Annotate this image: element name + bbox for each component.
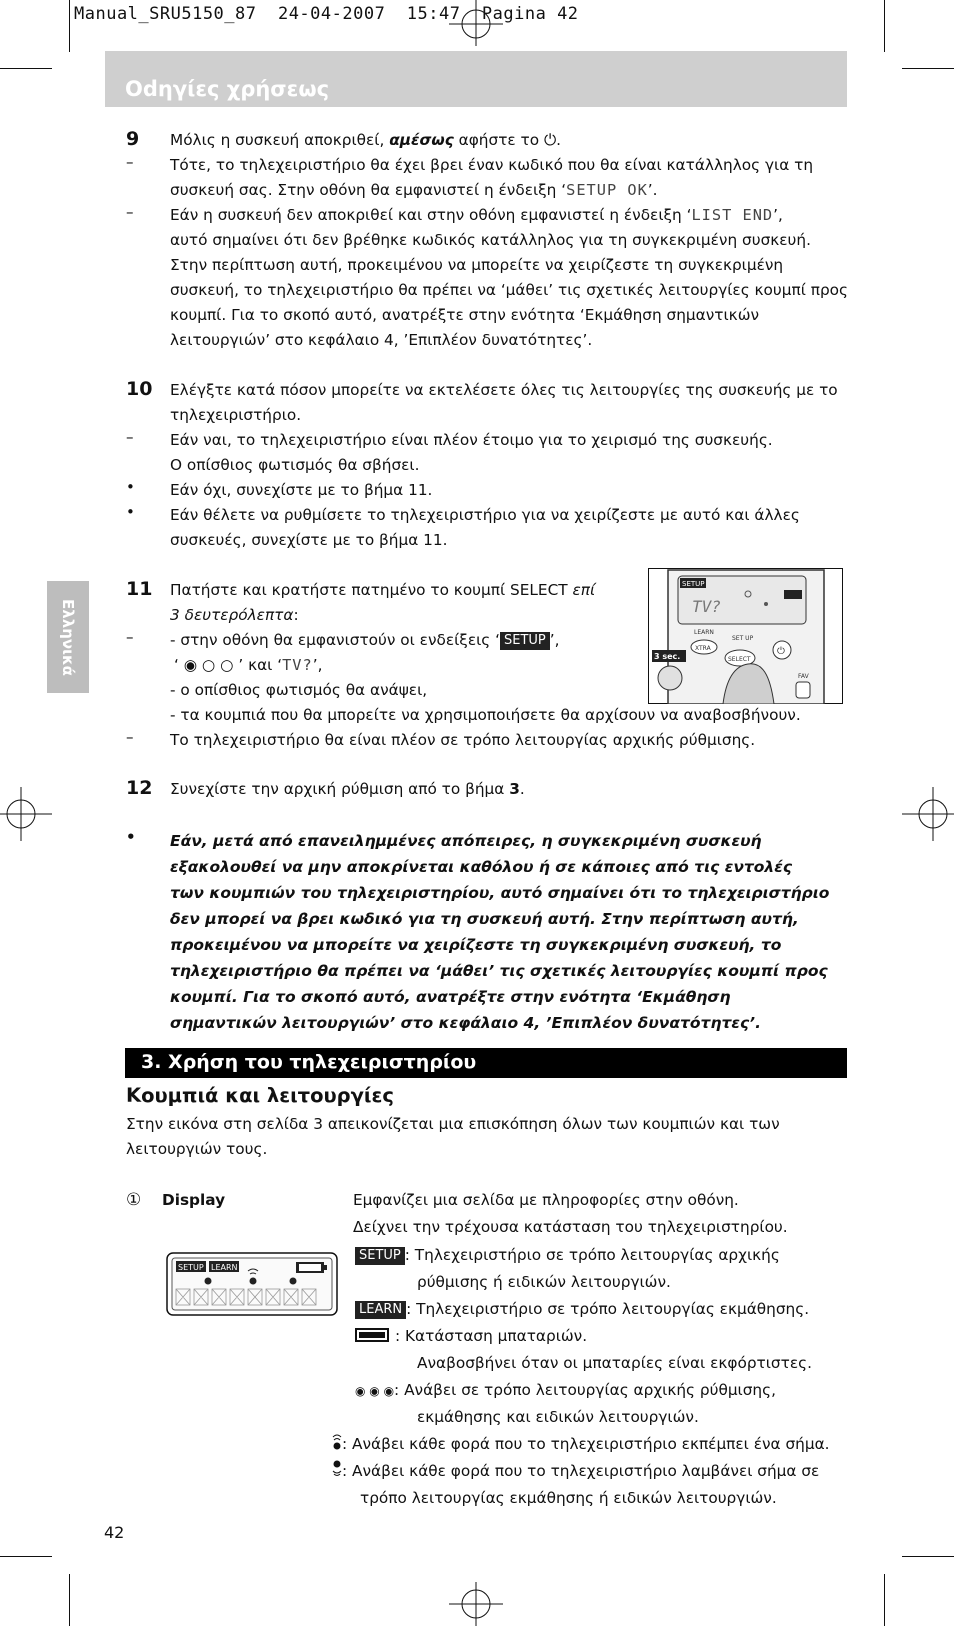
step9-text: Μόλις η συσκευή αποκριθεί, αμέσως αφήστε το ⏻. bbox=[170, 131, 561, 149]
step-number: 10 bbox=[126, 378, 153, 400]
setup-indicator: SETUP bbox=[355, 1247, 405, 1265]
step10-bullet: Εάν θέλετε να ρυθμίσετε το τηλεχειριστήριο για να χειρίζεστε με αυτό και άλλες bbox=[170, 506, 800, 524]
crop-mark bbox=[884, 1574, 885, 1626]
display-setup-row: SETUP : Τηλεχειριστήριο σε τρόπο λειτουργίας αρχικής bbox=[355, 1243, 780, 1268]
display-illustration bbox=[166, 1252, 338, 1316]
step9-detail: Εάν η συσκευή δεν αποκριθεί και στην οθόνη εμφανιστεί η ένδειξη ‘LIST END’, bbox=[170, 206, 783, 224]
step10-bullet: Εάν όχι, συνεχίστε με το βήμα 11. bbox=[170, 481, 433, 499]
crop-mark bbox=[69, 1574, 70, 1626]
warning-line: Εάν, μετά από επανειλημμένες απόπειρες, η συγκεκριμένη συσκευή bbox=[170, 832, 762, 850]
dash-mark: – bbox=[126, 628, 134, 646]
display-desc: Εμφανίζει μια σελίδα με πληροφορίες στην οθόνη. bbox=[353, 1191, 739, 1209]
step-number: 11 bbox=[126, 578, 153, 600]
display-rx-row: : Ανάβει κάθε φορά που το τηλεχειριστήριο λαμβάνει σήμα σε bbox=[332, 1459, 819, 1484]
crop-mark bbox=[884, 0, 885, 52]
warning-line: εξακολουθεί να μην αποκρίνεται καθόλου ή σε κάποιες από τις εντολές bbox=[170, 858, 793, 876]
step9-detail: λειτουργιών’ στο κεφάλαιο 4, ’Επιπλέον δυνατότητες’. bbox=[170, 331, 593, 349]
display-desc: Δείχνει την τρέχουσα κατάσταση του τηλεχειριστηρίου. bbox=[353, 1218, 788, 1236]
section-heading bbox=[125, 1048, 847, 1078]
step-number: 9 bbox=[126, 128, 140, 150]
display-rx-row: τρόπο λειτουργίας εκμάθησης ή ειδικών λειτουργιών. bbox=[360, 1489, 777, 1507]
warning-line: των κουμπιών του τηλεχειριστηρίου, αυτό σημαίνει ότι το τηλεχειριστήριο bbox=[170, 884, 830, 902]
setup-indicator: SETUP bbox=[500, 632, 550, 650]
step9-detail: συσκευή, το τηλεχειριστήριο θα πρέπει να ‘μάθει’ τις σχετικές λειτουργίες κουμπί προς bbox=[170, 281, 848, 299]
section-title: 3. Χρήση του τηλεχειριστηρίου bbox=[141, 1051, 477, 1073]
remote-fav-label: FAV bbox=[798, 673, 809, 680]
warning-line: σημαντικών λειτουργιών’ στο κεφάλαιο 4, ’Επιπλέον δυνατότητες’. bbox=[170, 1014, 761, 1032]
item-number: ① bbox=[126, 1190, 142, 1210]
intro-text: Στην εικόνα στη σελίδα 3 απεικονίζεται μια επισκόπηση όλων των κουμπιών και των bbox=[126, 1115, 780, 1133]
registration-mark-bottom bbox=[449, 1582, 503, 1626]
language-tab bbox=[47, 581, 89, 693]
transmit-signal-icon bbox=[332, 1433, 342, 1449]
chapter-title: Odηγίες χρήσεως bbox=[125, 77, 330, 101]
step9-detail: Στην περίπτωση αυτή, προκειμένου να μπορείτε να χειρίζεστε τη συγκεκριμένη bbox=[170, 256, 784, 274]
remote-setup-label: SETUP bbox=[682, 580, 705, 588]
step11-detail: ‘ ◉ ○ ○ ’ και ‘TV?’, bbox=[174, 656, 323, 674]
bullet-mark: • bbox=[126, 503, 135, 521]
dash-mark: – bbox=[126, 153, 134, 171]
remote-lcd-text: TV? bbox=[692, 597, 721, 616]
display-leds-row: ◉ ◉ ◉: Ανάβει σε τρόπο λειτουργίας αρχικής ρύθμισης, bbox=[355, 1381, 776, 1399]
step9-detail: Τότε, το τηλεχειριστήριο θα έχει βρει έναν κωδικό που θα είναι κατάλληλος για τη bbox=[170, 156, 814, 174]
receive-signal-icon bbox=[332, 1460, 342, 1476]
display-setup-label: SETUP bbox=[178, 1263, 204, 1272]
warning-line: προκειμένου να μπορείτε να χειρίζεστε τη συγκεκριμένη συσκευή, το bbox=[170, 936, 782, 954]
display-setup-row: ρύθμισης ή ειδικών λειτουργιών. bbox=[417, 1273, 671, 1291]
step9-detail: συσκευή σας. Στην οθόνη θα εμφανιστεί η ένδειξη ‘SETUP OK’. bbox=[170, 181, 658, 199]
print-header: Manual_SRU5150_87 24-04-2007 15:47 Pagina 42 bbox=[74, 4, 579, 24]
display-battery-row: Αναβοσβήνει όταν οι μπαταρίες είναι εκφόρτιστες. bbox=[417, 1354, 812, 1372]
intro-text: λειτουργιών τους. bbox=[126, 1140, 268, 1158]
registration-mark-top bbox=[449, 0, 503, 46]
display-battery-row: : Κατάσταση μπαταριών. bbox=[355, 1324, 587, 1349]
warning-line: δεν μπορεί να βρει κωδικό για τη συσκευή αυτή. Στην περίπτωση αυτή, bbox=[170, 910, 799, 928]
learn-indicator: LEARN bbox=[355, 1301, 406, 1319]
step11-detail: - τα κουμπιά που θα μπορείτε να χρησιμοποιήσετε θα αρχίσουν να αναβοσβήνουν. bbox=[170, 706, 801, 724]
dash-mark: – bbox=[126, 203, 134, 221]
page-number: 42 bbox=[104, 1523, 125, 1542]
step-number: 12 bbox=[126, 777, 153, 799]
svg-text:⏻: ⏻ bbox=[777, 646, 785, 657]
remote-sec-badge: 3 sec. bbox=[654, 652, 681, 661]
step10-detail: Ο οπίσθιος φωτισμός θα σβήσει. bbox=[170, 456, 420, 474]
step10-detail: Εάν ναι, το τηλεχειριστήριο είναι πλέον έτοιμο για το χειρισμό της συσκευής. bbox=[170, 431, 773, 449]
subheading: Κουμπιά και λειτουργίες bbox=[126, 1084, 394, 1107]
step10-text: Ελέγξτε κατά πόσον μπορείτε να εκτελέσετε όλες τις λειτουργίες της συσκευής με το bbox=[170, 381, 838, 399]
remote-xtra-label: XTRA bbox=[695, 645, 711, 652]
remote-setup-small: SET UP bbox=[732, 635, 754, 642]
bullet-mark: • bbox=[126, 828, 136, 846]
item-label: Display bbox=[162, 1191, 226, 1209]
crop-mark bbox=[0, 68, 52, 69]
step9-detail: αυτό σημαίνει ότι δεν βρέθηκε κωδικός κατάλληλος για τη συγκεκριμένη συσκευή. bbox=[170, 231, 811, 249]
registration-mark-left bbox=[0, 787, 52, 841]
warning-line: τηλεχειριστήριο θα πρέπει να ‘μάθει’ τις σχετικές λειτουργίες κουμπί προς bbox=[170, 962, 828, 980]
crop-mark bbox=[69, 0, 70, 52]
step11-text: 3 δευτερόλεπτα: bbox=[170, 606, 299, 624]
display-tx-row: : Ανάβει κάθε φορά που το τηλεχειριστήριο εκπέμπει ένα σήμα. bbox=[332, 1432, 830, 1457]
step11-detail: Το τηλεχειριστήριο θα είναι πλέον σε τρόπο λειτουργίας αρχικής ρύθμισης. bbox=[170, 731, 756, 749]
led-indicators-icon: ◉ ◉ ◉ bbox=[355, 1384, 395, 1398]
crop-mark bbox=[0, 1556, 52, 1557]
step12-text: Συνεχίστε την αρχική ρύθμιση από το βήμα 3. bbox=[170, 780, 525, 798]
crop-mark bbox=[902, 1556, 954, 1557]
step9-detail: κουμπί. Για το σκοπό αυτό, ανατρέξτε στην ενότητα ‘Εκμάθηση σημαντικών bbox=[170, 306, 760, 324]
bullet-mark: • bbox=[126, 478, 135, 496]
remote-select-label: SELECT bbox=[728, 656, 751, 663]
step11-detail: - στην οθόνη θα εμφανιστούν οι ενδείξεις ‘ SETUP ’, bbox=[170, 631, 560, 649]
battery-icon bbox=[355, 1328, 389, 1342]
dash-mark: – bbox=[126, 728, 134, 746]
display-leds-row: εκμάθησης και ειδικών λειτουργιών. bbox=[417, 1408, 699, 1426]
language-tab-label: Ελληνικά bbox=[59, 598, 77, 676]
step11-detail: - ο οπίσθιος φωτισμός θα ανάψει, bbox=[170, 681, 428, 699]
dash-mark: – bbox=[126, 428, 134, 446]
chapter-banner bbox=[105, 51, 847, 107]
remote-learn-label: LEARN bbox=[694, 629, 714, 636]
crop-mark bbox=[902, 68, 954, 69]
step10-text: τηλεχειριστήριο. bbox=[170, 406, 302, 424]
remote-illustration bbox=[648, 568, 843, 704]
step11-text: Πατήστε και κρατήστε πατημένο το κουμπί SELECT επί bbox=[170, 581, 596, 599]
display-learn-label: LEARN bbox=[211, 1263, 238, 1272]
warning-line: κουμπί. Για το σκοπό αυτό, ανατρέξτε στην ενότητα ‘Εκμάθηση bbox=[170, 988, 731, 1006]
display-learn-row: LEARN : Τηλεχειριστήριο σε τρόπο λειτουργίας εκμάθησης. bbox=[355, 1297, 809, 1322]
registration-mark-right bbox=[902, 787, 954, 841]
step10-bullet: συσκευές, συνεχίστε με το βήμα 11. bbox=[170, 531, 448, 549]
